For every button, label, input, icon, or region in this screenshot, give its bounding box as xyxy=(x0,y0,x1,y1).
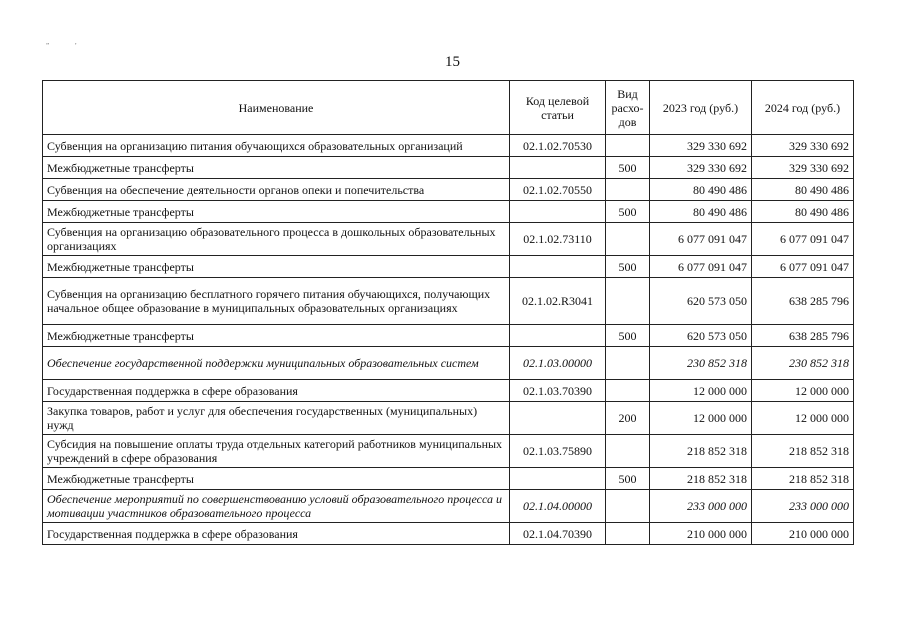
cell-2023: 218 852 318 xyxy=(650,435,752,468)
cell-2023: 12 000 000 xyxy=(650,402,752,435)
cell-kind xyxy=(606,135,650,157)
cell-kind: 500 xyxy=(606,325,650,347)
cell-kind xyxy=(606,179,650,201)
cell-kind: 500 xyxy=(606,468,650,490)
cell-code xyxy=(510,256,606,278)
cell-2023: 12 000 000 xyxy=(650,380,752,402)
cell-2024: 12 000 000 xyxy=(752,380,854,402)
cell-2024: 80 490 486 xyxy=(752,179,854,201)
cell-name: Межбюджетные трансферты xyxy=(43,325,510,347)
table-body xyxy=(43,135,854,545)
cell-name: Субсидия на повышение оплаты труда отдельных категорий работников муниципальных учреждений в сфере образования xyxy=(43,435,510,468)
cell-2024: 230 852 318 xyxy=(752,347,854,380)
cell-2024: 80 490 486 xyxy=(752,201,854,223)
table-row xyxy=(43,157,854,179)
table-row xyxy=(43,179,854,201)
table-row xyxy=(43,325,854,347)
cell-2023: 329 330 692 xyxy=(650,135,752,157)
header-code: Код целевой статьи xyxy=(510,81,606,135)
cell-name: Межбюджетные трансферты xyxy=(43,256,510,278)
cell-name: Межбюджетные трансферты xyxy=(43,157,510,179)
table-row xyxy=(43,278,854,325)
cell-code xyxy=(510,201,606,223)
cell-2024: 218 852 318 xyxy=(752,435,854,468)
budget-table xyxy=(42,80,854,545)
table-row xyxy=(43,256,854,278)
cell-code: 02.1.03.70390 xyxy=(510,380,606,402)
cell-2024: 638 285 796 xyxy=(752,278,854,325)
cell-name: Субвенция на организацию образовательного процесса в дошкольных образовательных организациях xyxy=(43,223,510,256)
cell-code xyxy=(510,157,606,179)
cell-kind xyxy=(606,278,650,325)
cell-2024: 210 000 000 xyxy=(752,523,854,545)
cell-code: 02.1.02.R3041 xyxy=(510,278,606,325)
cell-name: Межбюджетные трансферты xyxy=(43,468,510,490)
table-header xyxy=(43,81,854,135)
cell-code: 02.1.02.73110 xyxy=(510,223,606,256)
cell-code: 02.1.02.70530 xyxy=(510,135,606,157)
cell-kind xyxy=(606,223,650,256)
cell-kind xyxy=(606,490,650,523)
cell-kind: 200 xyxy=(606,402,650,435)
cell-kind xyxy=(606,523,650,545)
header-2024: 2024 год (руб.) xyxy=(752,81,854,135)
table-row xyxy=(43,435,854,468)
cell-2023: 210 000 000 xyxy=(650,523,752,545)
cell-kind: 500 xyxy=(606,201,650,223)
cell-code: 02.1.03.00000 xyxy=(510,347,606,380)
cell-name: Субвенция на организацию питания обучающихся образовательных организаций xyxy=(43,135,510,157)
cell-2023: 6 077 091 047 xyxy=(650,256,752,278)
header-name: Наименование xyxy=(43,81,510,135)
cell-name: Обеспечение государственной поддержки муниципальных образовательных систем xyxy=(43,347,510,380)
cell-2024: 638 285 796 xyxy=(752,325,854,347)
cell-kind xyxy=(606,435,650,468)
cell-name: Закупка товаров, работ и услуг для обеспечения государственных (муниципальных) нужд xyxy=(43,402,510,435)
table-row xyxy=(43,490,854,523)
cell-2023: 80 490 486 xyxy=(650,201,752,223)
page-number: 15 xyxy=(445,54,460,70)
table-row xyxy=(43,468,854,490)
header-2023: 2023 год (руб.) xyxy=(650,81,752,135)
table-row xyxy=(43,402,854,435)
cell-code: 02.1.03.75890 xyxy=(510,435,606,468)
cell-code xyxy=(510,325,606,347)
cell-name: Субвенция на организацию бесплатного горячего питания обучающихся, получающих начальное общее образование в муниципальных образовательных организациях xyxy=(43,278,510,325)
cell-2024: 233 000 000 xyxy=(752,490,854,523)
cell-code: 02.1.02.70550 xyxy=(510,179,606,201)
table-row xyxy=(43,201,854,223)
scan-artifact: „ , xyxy=(46,38,89,46)
cell-name: Обеспечение мероприятий по совершенствованию условий образовательного процесса и мотивации участников образовательного процесса xyxy=(43,490,510,523)
cell-name: Межбюджетные трансферты xyxy=(43,201,510,223)
cell-2023: 233 000 000 xyxy=(650,490,752,523)
cell-2023: 620 573 050 xyxy=(650,325,752,347)
cell-code: 02.1.04.00000 xyxy=(510,490,606,523)
cell-2023: 218 852 318 xyxy=(650,468,752,490)
cell-2023: 230 852 318 xyxy=(650,347,752,380)
cell-kind: 500 xyxy=(606,256,650,278)
cell-2024: 12 000 000 xyxy=(752,402,854,435)
cell-kind xyxy=(606,380,650,402)
cell-2024: 329 330 692 xyxy=(752,135,854,157)
table-row xyxy=(43,223,854,256)
cell-2023: 6 077 091 047 xyxy=(650,223,752,256)
cell-name: Субвенция на обеспечение деятельности органов опеки и попечительства xyxy=(43,179,510,201)
table-row xyxy=(43,347,854,380)
cell-2024: 6 077 091 047 xyxy=(752,223,854,256)
table-row xyxy=(43,380,854,402)
cell-kind xyxy=(606,347,650,380)
table-row xyxy=(43,523,854,545)
cell-2023: 329 330 692 xyxy=(650,157,752,179)
table-row xyxy=(43,135,854,157)
cell-kind: 500 xyxy=(606,157,650,179)
cell-code xyxy=(510,402,606,435)
cell-2024: 218 852 318 xyxy=(752,468,854,490)
cell-2023: 620 573 050 xyxy=(650,278,752,325)
cell-name: Государственная поддержка в сфере образования xyxy=(43,523,510,545)
cell-code: 02.1.04.70390 xyxy=(510,523,606,545)
header-kind: Вид расхо-дов xyxy=(606,81,650,135)
cell-name: Государственная поддержка в сфере образования xyxy=(43,380,510,402)
cell-code xyxy=(510,468,606,490)
cell-2024: 329 330 692 xyxy=(752,157,854,179)
cell-2024: 6 077 091 047 xyxy=(752,256,854,278)
cell-2023: 80 490 486 xyxy=(650,179,752,201)
